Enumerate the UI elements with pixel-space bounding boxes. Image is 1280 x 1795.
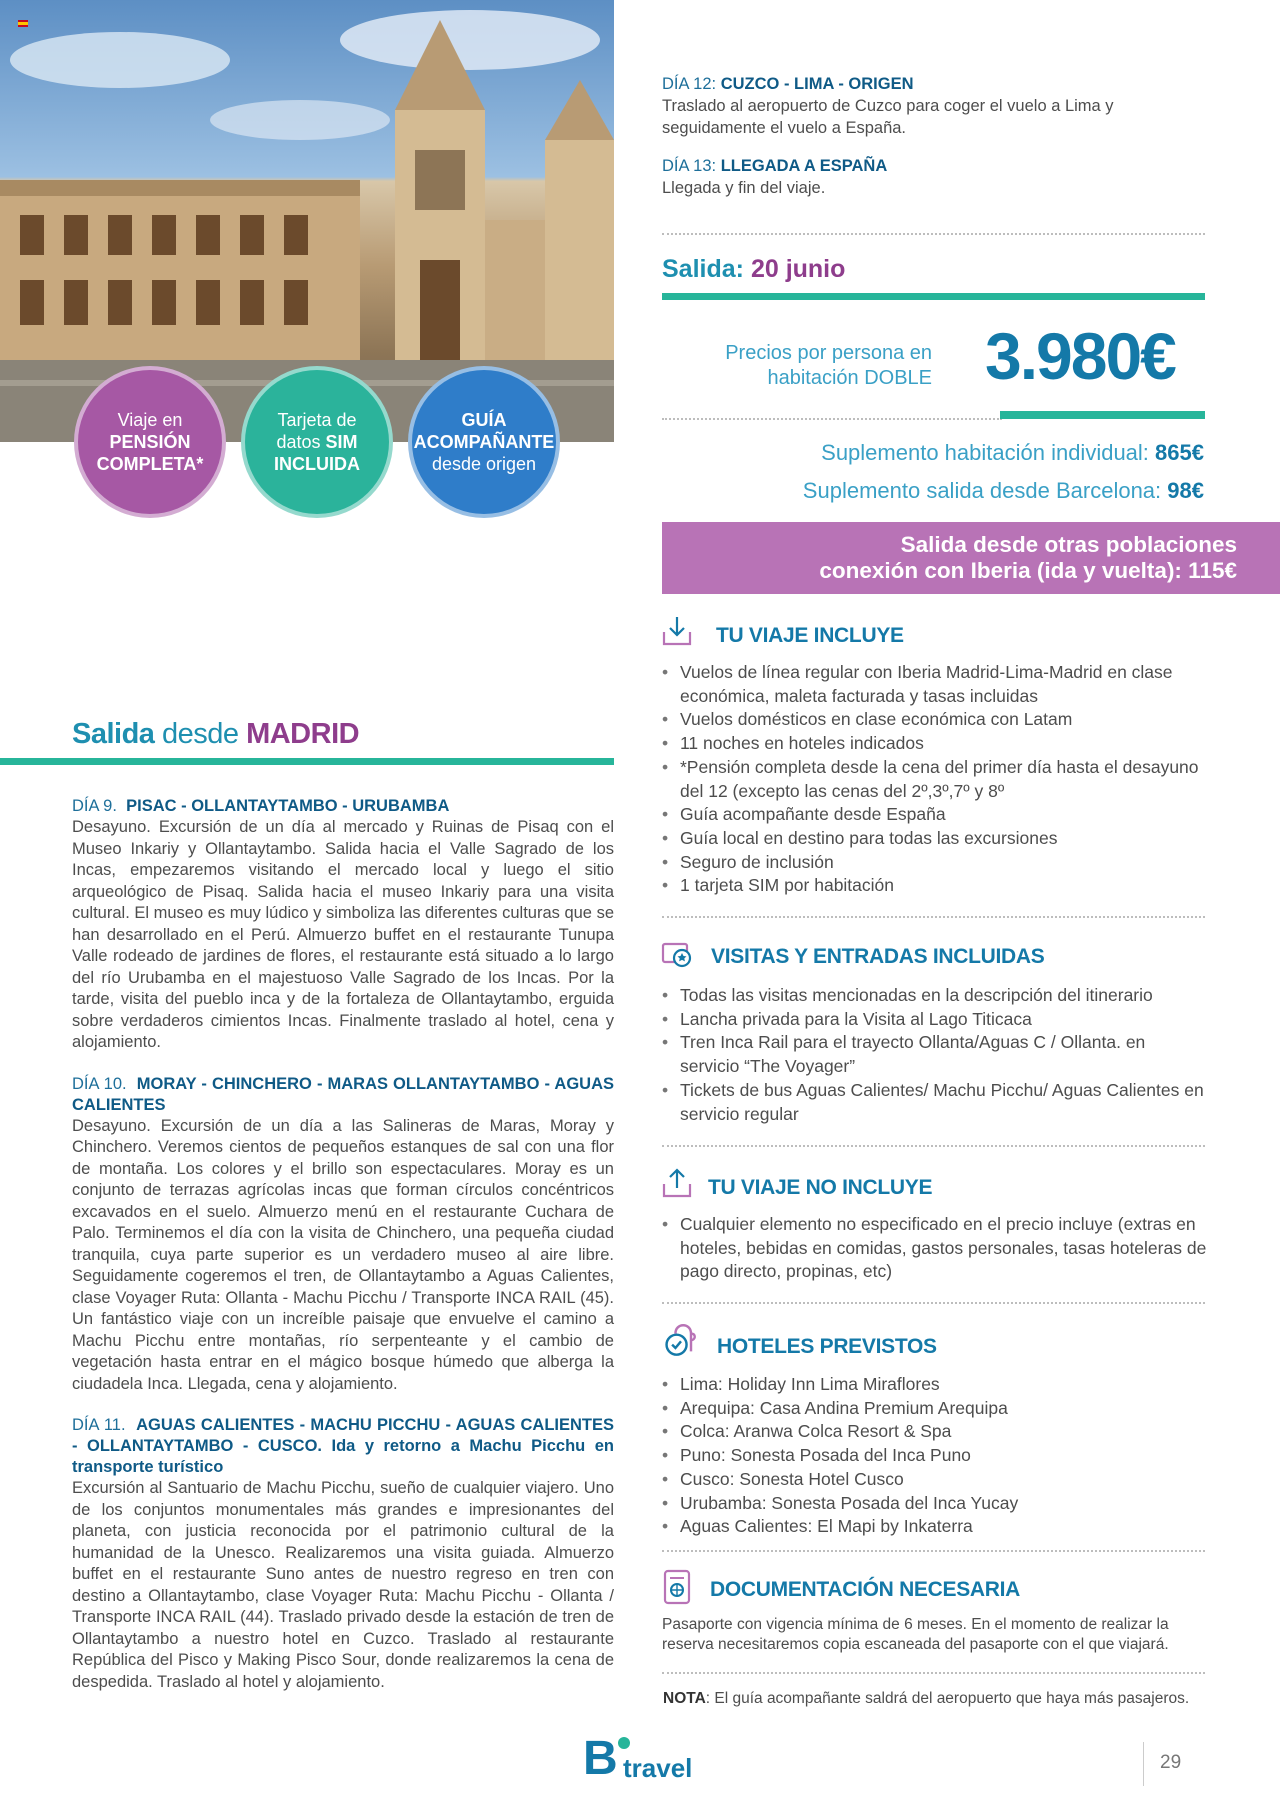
upload-tray-icon bbox=[660, 1166, 694, 1200]
price-divider bbox=[662, 418, 1002, 420]
list-item: • Seguro de inclusión bbox=[662, 851, 1207, 875]
title-underline bbox=[0, 758, 614, 765]
incluye-title: TU VIAJE INCLUYE bbox=[716, 624, 904, 647]
badge-guia-acompanante bbox=[408, 366, 560, 518]
badge-text: ACOMPAÑANTE bbox=[413, 432, 555, 452]
badge-text: PENSIÓN bbox=[109, 432, 191, 452]
otras-poblaciones-banner bbox=[662, 522, 1280, 594]
list-item: • Guía acompañante desde España bbox=[662, 803, 1207, 827]
download-tray-icon bbox=[660, 614, 694, 648]
hoteles-list bbox=[662, 1373, 1207, 1539]
day-13-body: Llegada y fin del viaje. bbox=[662, 179, 826, 197]
suplemento-individual: Suplemento habitación individual: 865€ bbox=[821, 440, 1204, 465]
salida-underline bbox=[662, 293, 1205, 300]
day-12-heading: DÍA 12: CUZCO - LIMA - ORIGEN bbox=[662, 75, 914, 93]
list-item: • *Pensión completa desde la cena del primer día hasta el desayuno del 12 (excepto las cenas del 2º,3º,7º y 8º bbox=[662, 756, 1207, 803]
list-item: • Colca: Aranwa Colca Resort & Spa bbox=[662, 1420, 1207, 1444]
divider bbox=[662, 233, 1205, 235]
badge-text: Tarjeta de bbox=[277, 410, 357, 430]
list-item: • Lima: Holiday Inn Lima Miraflores bbox=[662, 1373, 1207, 1397]
hoteles-title: HOTELES PREVISTOS bbox=[717, 1335, 937, 1358]
salida-madrid-title: Salida desde MADRID bbox=[72, 718, 360, 750]
day-10-body: Desayuno. Excursión de un día a las Salineras de Maras, Moray y Chinchero. Veremos cientos de pequeños estanques de sal con una flor de montaña. Los colores y el brillo son espectaculares. Moray es un conjunto de terrazas agrícolas incas que forman círculos concéntricos excavados en el suelo. Almuerzo menú en el restaurante Cuchara de Palo. Terminemos el día con la visita de Chinchero, una pequeña ciudad tranquila, cuya parte superior es un verdadero museo al aire libre. Seguidamente cogeremos el tren, de Ollantaytambo a Aguas Calientes, clase Voyager Ruta: Ollanta - Machu Picchu / Transporte INCA RAIL (45). Un fantástico viaje con un increíble paisaje que envuelve el camino a Machu Picchu entre montañas, río serpenteante y el cambio de vegetación hasta entrar en el mágico bosque húmedo que alberga la ciudadela Inca. Llegada, cena y alojamiento. bbox=[72, 1116, 614, 1393]
divider bbox=[662, 916, 1205, 918]
badge-text: desde origen bbox=[431, 454, 537, 474]
banner-line: Salida desde otras poblaciones bbox=[900, 532, 1237, 557]
logo-dot bbox=[618, 1737, 630, 1749]
day-11-body: Excursión al Santuario de Machu Picchu, sueño de cualquier viajero. Uno de los conjuntos monumentales más grandes e impresionantes del planeta, con justicia reconocida por el patrimonio cultural de la humanidad de la Unesco. Realizaremos una visita guiada. Almuerzo buffet en el restaurante Suno antes de nuestro regreso en tren con destino a Ollantaytambo, clase Voyager Ruta: Machu Picchu - Ollanta / Transporte INCA RAIL (44). Traslado privado desde la estación de tren de Ollantaytambo a nuestro hotel en Cuzco. Traslado al restaurante República del Pisco y Making Pisco Sour, donde realizaremos la cena de despedida. Traslado al hotel y alojamiento. bbox=[72, 1479, 614, 1691]
divider bbox=[662, 1672, 1205, 1674]
day-13-heading: DÍA 13: LLEGADA A ESPAÑA bbox=[662, 157, 888, 175]
incluye-list bbox=[662, 661, 1207, 898]
hotel-key-icon bbox=[662, 1318, 700, 1358]
visitas-list bbox=[662, 984, 1207, 1126]
divider bbox=[662, 1145, 1205, 1147]
itinerary-right bbox=[662, 74, 1207, 199]
tickets-icon bbox=[660, 936, 694, 970]
page-number: 29 bbox=[1160, 1752, 1182, 1773]
list-item: • Tren Inca Rail para el trayecto Ollanta/Aguas C / Ollanta. en servicio “The Voyager” bbox=[662, 1031, 1207, 1078]
price-value: 3.980€ bbox=[985, 319, 1175, 393]
no-incluye-list bbox=[662, 1213, 1207, 1284]
day-9-heading: DÍA 9. PISAC - OLLANTAYTAMBO - URUBAMBA bbox=[72, 797, 450, 815]
badge-text: COMPLETA* bbox=[96, 454, 204, 474]
badge-text: Viaje en bbox=[117, 410, 183, 430]
btravel-logo: B travel bbox=[583, 1732, 693, 1785]
divider bbox=[662, 1550, 1205, 1552]
list-item: • Aguas Calientes: El Mapi by Inkaterra bbox=[662, 1515, 1207, 1539]
badge-text: datos bbox=[276, 432, 326, 452]
list-item: • Todas las visitas mencionadas en la descripción del itinerario bbox=[662, 984, 1207, 1008]
badge-pension-completa bbox=[74, 366, 226, 518]
suplemento-barcelona: Suplemento salida desde Barcelona: 98€ bbox=[802, 478, 1204, 503]
price-underline bbox=[1000, 411, 1205, 419]
list-item: • Cualquier elemento no especificado en el precio incluye (extras en hoteles, bebidas en comidas, gastos personales, tasas hoteleras de pago directo, propinas, etc) bbox=[662, 1213, 1207, 1284]
list-item: • 11 noches en hoteles indicados bbox=[662, 732, 1207, 756]
spain-flag-icon bbox=[18, 20, 28, 27]
badge-text: GUÍA bbox=[461, 410, 507, 430]
visitas-title: VISITAS Y ENTRADAS INCLUIDAS bbox=[711, 945, 1045, 968]
itinerary-left bbox=[72, 796, 614, 1693]
salida-date: Salida: 20 junio bbox=[662, 255, 846, 283]
day-10-heading: DÍA 10. MORAY - CHINCHERO - MARAS OLLANTAYTAMBO - AGUAS CALIENTES bbox=[72, 1074, 614, 1114]
day-11-heading: DÍA 11. AGUAS CALIENTES - MACHU PICCHU - AGUAS CALIENTES - OLLANTAYTAMBO - CUSCO. Ida y retorno a Machu Picchu en transporte turístico bbox=[72, 1416, 615, 1476]
divider bbox=[662, 1302, 1205, 1304]
badge-text: SIM bbox=[325, 432, 358, 452]
badge-sim-incluida bbox=[241, 366, 393, 518]
nota: NOTA: El guía acompañante saldrá del aeropuerto que haya más pasajeros. bbox=[663, 1690, 1190, 1707]
banner-line: conexión con Iberia (ida y vuelta): 115€ bbox=[819, 558, 1237, 583]
list-item: • Tickets de bus Aguas Calientes/ Machu Picchu/ Aguas Calientes en servicio regular bbox=[662, 1079, 1207, 1126]
list-item: • Guía local en destino para todas las excursiones bbox=[662, 827, 1207, 851]
list-item: • Cusco: Sonesta Hotel Cusco bbox=[662, 1468, 1207, 1492]
page-divider bbox=[1143, 1742, 1144, 1786]
list-item: • Vuelos de línea regular con Iberia Madrid-Lima-Madrid en clase económica, maleta facturada y tasas incluidas bbox=[662, 661, 1207, 708]
day-12-body: Traslado al aeropuerto de Cuzco para coger el vuelo a Lima y seguidamente el vuelo a España. bbox=[662, 97, 1114, 137]
list-item: • 1 tarjeta SIM por habitación bbox=[662, 874, 1207, 898]
list-item: • Arequipa: Casa Andina Premium Arequipa bbox=[662, 1397, 1207, 1421]
passport-icon bbox=[662, 1568, 692, 1606]
badge-text: INCLUIDA bbox=[274, 454, 360, 474]
documentacion-title: DOCUMENTACIÓN NECESARIA bbox=[710, 1578, 1021, 1601]
day-9-body: Desayuno. Excursión de un día al mercado y Ruinas de Pisaq con el Museo Inkariy y Ollantaytambo. Salida hacia el Valle Sagrado de los Incas, empezaremos visitando el mercado local y luego el sitio arqueológico de Pisaq. Salida hacia el museo Inkariy para una visita cultural. El museo es muy lúdico y simboliza las diferentes culturas que se han desarrollado en el Perú. Almuerzo buffet en el restaurante Tunupa Valle rodeado de jardines de flores, el restaurante está situado a lo largo del río Urubamba en el majestuoso Valle Sagrado de los Incas. Por la tarde, visita del pueblo inca y de la fortaleza de Ollantaytambo, erguida sobre verdaderos cimientos Incas. Finalmente traslado al hotel, cena y alojamiento. bbox=[72, 818, 614, 1051]
price-label: Precios por persona en habitación DOBLE bbox=[725, 342, 932, 389]
list-item: • Vuelos domésticos en clase económica con Latam bbox=[662, 708, 1207, 732]
no-incluye-title: TU VIAJE NO INCLUYE bbox=[708, 1176, 933, 1199]
list-item: • Puno: Sonesta Posada del Inca Puno bbox=[662, 1444, 1207, 1468]
documentacion-body: Pasaporte con vigencia mínima de 6 meses. En el momento de realizar la reserva necesitaremos copia escaneada del pasaporte con el que viajará. bbox=[662, 1616, 1169, 1653]
list-item: • Urubamba: Sonesta Posada del Inca Yucay bbox=[662, 1492, 1207, 1516]
list-item: • Lancha privada para la Visita al Lago Titicaca bbox=[662, 1008, 1207, 1032]
